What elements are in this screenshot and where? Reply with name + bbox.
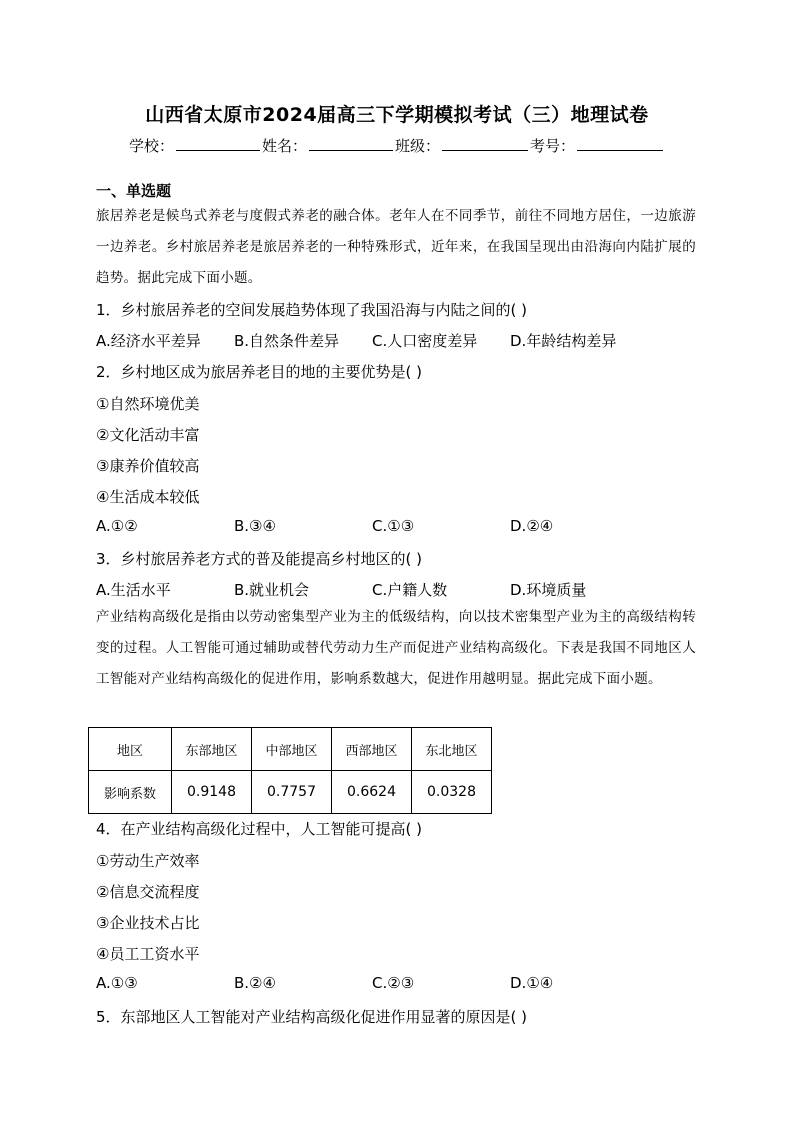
table-cell: 0.9148 (172, 771, 252, 814)
table-header-cell: 西部地区 (332, 728, 412, 771)
q4-option-b: B.②④ (234, 974, 276, 992)
table-cell: 影响系数 (89, 771, 172, 814)
section-heading: 一、单选题 (96, 182, 172, 200)
material-1: 旅居养老是候鸟式养老与度假式养老的融合体。老年人在不同季节，前往不同地方居住，一边旅游一边养老。乡村旅居养老是旅居养老的一种特殊形式，近年来，在我国呈现出由沿海向内陆扩展的趋势。据此完成下面小题。 (96, 208, 696, 286)
table-cell: 0.7757 (252, 771, 332, 814)
question-1-stem: 1．乡村旅居养老的空间发展趋势体现了我国沿海与内陆之间的( ) (96, 301, 528, 319)
question-3-stem: 3．乡村旅居养老方式的普及能提高乡村地区的( ) (96, 550, 423, 568)
table-header-cell: 中部地区 (252, 728, 332, 771)
material-2: 产业结构高级化是指由以劳动密集型产业为主的低级结构，向以技术密集型产业为主的高级结构转变的过程。人工智能可通过辅助或替代劳动力生产而促进产业结构高级化。下表是我国不同地区人工智能对产业结构高级化的促进作用，影响系数越大，促进作用越明显。据此完成下面小题。 (96, 609, 696, 687)
q2-option-c: C.①③ (372, 517, 415, 535)
question-5-stem: 5．东部地区人工智能对产业结构高级化促进作用显著的原因是( ) (96, 1008, 528, 1026)
q3-option-d: D.环境质量 (510, 581, 587, 599)
table-header-cell: 地区 (89, 728, 172, 771)
table-header-row (89, 728, 492, 771)
table-row (89, 771, 492, 814)
q4-item-4: ④员工工资水平 (96, 945, 200, 963)
class-blank (442, 136, 528, 151)
q4-option-a: A.①③ (96, 974, 138, 992)
number-label: 考号： (530, 137, 576, 155)
school-blank (176, 136, 260, 151)
q4-item-2: ②信息交流程度 (96, 883, 200, 901)
table-cell: 0.6624 (332, 771, 412, 814)
school-label: 学校： (128, 137, 174, 155)
question-2-stem: 2．乡村地区成为旅居养老目的地的主要优势是( ) (96, 363, 423, 381)
q1-option-a: A.经济水平差异 (96, 332, 201, 350)
q1-option-b: B.自然条件差异 (234, 332, 340, 350)
q2-option-a: A.①② (96, 517, 138, 535)
q2-option-d: D.②④ (510, 517, 554, 535)
q2-item-4: ④生活成本较低 (96, 488, 200, 506)
q4-option-d: D.①④ (510, 974, 554, 992)
q1-option-d: D.年龄结构差异 (510, 332, 617, 350)
impact-coefficient-table (88, 727, 492, 814)
name-label: 姓名： (261, 137, 307, 155)
class-label: 班级： (395, 137, 441, 155)
q1-option-c: C.人口密度差异 (372, 332, 478, 350)
q3-option-b: B.就业机会 (234, 581, 310, 599)
exam-title: 山西省太原市2024届高三下学期模拟考试（三）地理试卷 (145, 104, 649, 126)
q2-item-3: ③康养价值较高 (96, 457, 200, 475)
student-info-line (0, 135, 794, 156)
q2-item-1: ①自然环境优美 (96, 395, 200, 413)
table-header-cell: 东部地区 (172, 728, 252, 771)
q2-item-2: ②文化活动丰富 (96, 426, 200, 444)
q2-option-b: B.③④ (234, 517, 276, 535)
q3-option-a: A.生活水平 (96, 581, 171, 599)
question-4-stem: 4．在产业结构高级化过程中，人工智能可提高( ) (96, 820, 423, 838)
number-blank (577, 136, 663, 151)
q4-item-3: ③企业技术占比 (96, 914, 200, 932)
q4-option-c: C.②③ (372, 974, 415, 992)
table-cell: 0.0328 (412, 771, 492, 814)
q4-item-1: ①劳动生产效率 (96, 852, 200, 870)
table-header-cell: 东北地区 (412, 728, 492, 771)
q3-option-c: C.户籍人数 (372, 581, 448, 599)
name-blank (309, 136, 393, 151)
